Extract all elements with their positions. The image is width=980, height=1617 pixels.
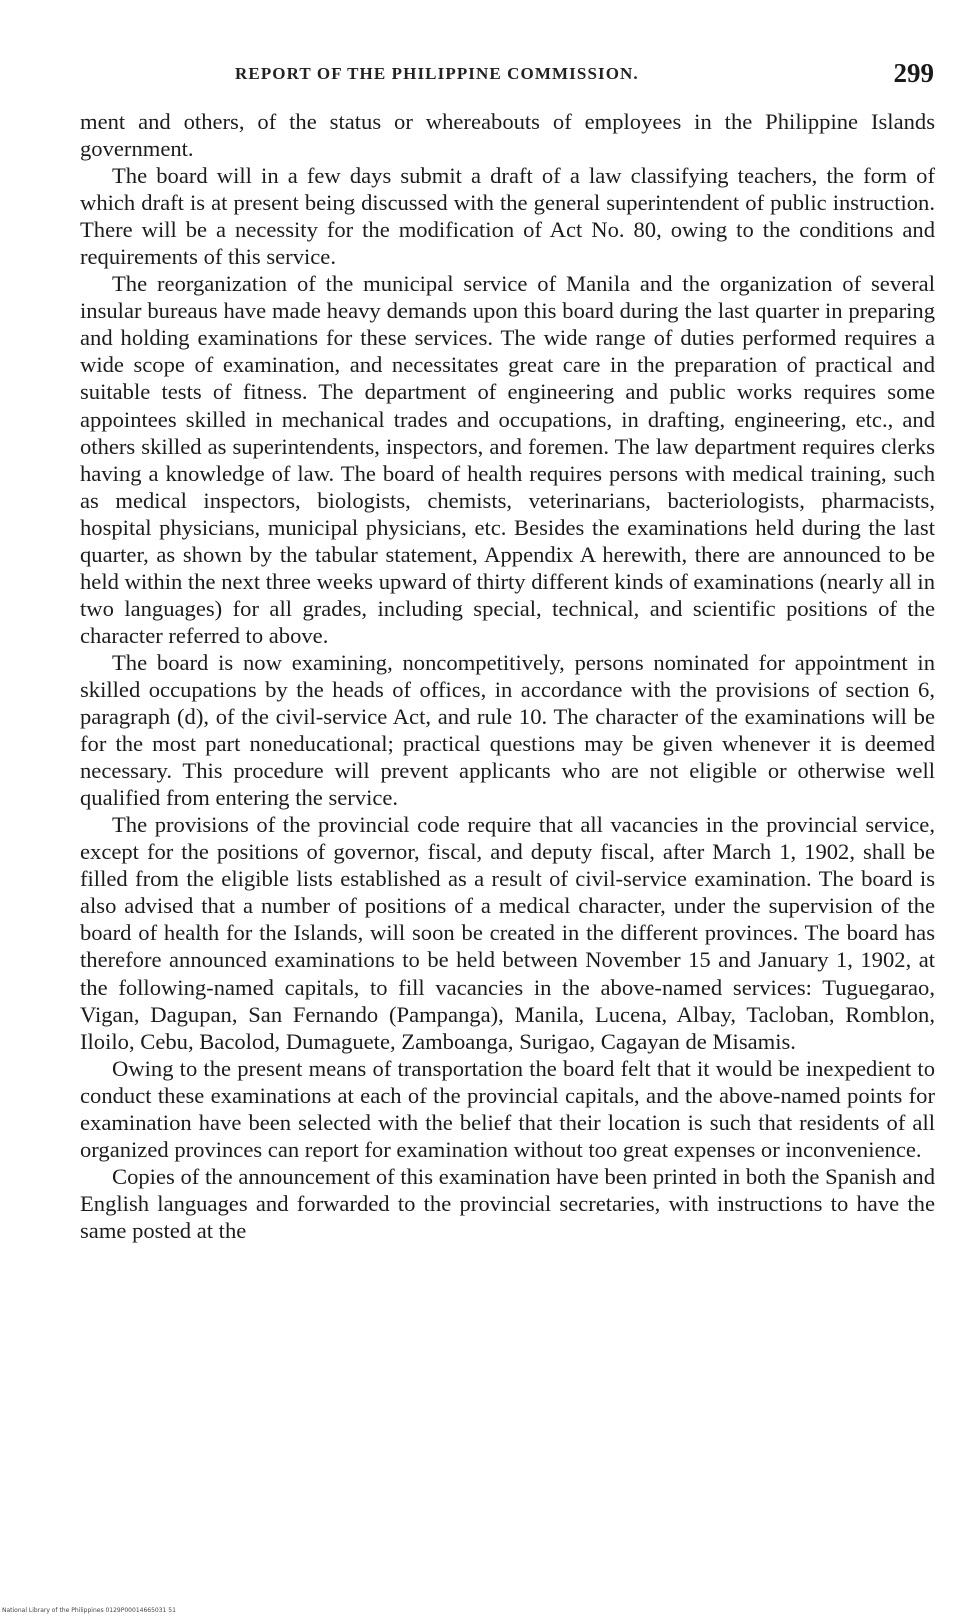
paragraph-noncompetitive: The board is now examining, noncompetitively, persons nominated for appointment in skilled occupations by the heads of offices, in accordance with the provisions of section 6, paragraph (d), of the civil-service Act, and rule 10. The character of the examinations will be for the most part noneducational; practical questions may be given whenever it is deemed necessary. This procedure will prevent applicants who are not eligible or otherwise well qualified from entering the service. xyxy=(80,649,935,811)
paragraph-teachers-law: The board will in a few days submit a draft of a law classifying teachers, the form of which draft is at present being discussed with the general superintendent of public instruction. There will be a necessity for the modification of Act No. 80, owing to the conditions and requirements of this service. xyxy=(80,163,935,270)
paragraph-continued: ment and others, of the status or whereabouts of employees in the Philippine Islands government. xyxy=(80,109,935,162)
paragraph-transportation: Owing to the present means of transportation the board felt that it would be inexpedient to conduct these examinations at each of the provincial capitals, and the above-named points for examination have been selected with the belief that their location is such that residents of all organized provinces can report for examination without too great expenses or inconvenience. xyxy=(80,1055,935,1162)
paragraph-announcement: Copies of the announcement of this examination have been printed in both the Spanish and English languages and forwarded to the provincial secretaries, with instructions to have the same posted at the xyxy=(80,1163,935,1243)
library-stamp: National Library of the Philippines 0129P00014665031 51 xyxy=(2,1607,176,1614)
body-text xyxy=(80,108,935,1244)
page-number: 299 xyxy=(893,58,934,88)
paragraph-reorganization: The reorganization of the municipal service of Manila and the organization of several insular bureaus have made heavy demands upon this board during the last quarter in preparing and holding examinations for these services. The wide range of duties performed requires a wide scope of examination, and necessitates great care in the preparation of practical and suitable tests of fitness. The department of engineering and public works requires some appointees skilled in mechanical trades and occupations, in drafting, engineering, etc., and others skilled as superintendents, inspectors, and foremen. The law department requires clerks having a knowledge of law. The board of health requires persons with medical training, such as medical inspectors, biologists, chemists, veterinarians, bacteriologists, pharmacists, hospital physicians, municipal physicians, etc. Besides the examinations held during the last quarter, as shown by the tabular statement, Appendix A herewith, there are announced to be held within the next three weeks upward of thirty different kinds of examinations (nearly all in two languages) for all grades, including special, technical, and scientific positions of the character referred to above. xyxy=(80,271,935,648)
paragraph-provincial-code: The provisions of the provincial code require that all vacancies in the provincial service, except for the positions of governor, fiscal, and deputy fiscal, after March 1, 1902, shall be filled from the eligible lists established as a result of civil-service examination. The board is also advised that a number of positions of a medical character, under the supervision of the board of health for the Islands, will soon be created in the different provinces. The board has therefore announced examinations to be held between November 15 and January 1, 1902, at the following-named capitals, to fill vacancies in the above-named services: Tuguegarao, Vigan, Dagupan, San Fernando (Pampanga), Manila, Lucena, Albay, Tacloban, Romblon, Iloilo, Cebu, Bacolod, Dumaguete, Zamboanga, Surigao, Cagayan de Misamis. xyxy=(80,812,935,1054)
running-title: REPORT OF THE PHILIPPINE COMMISSION. xyxy=(235,64,639,83)
